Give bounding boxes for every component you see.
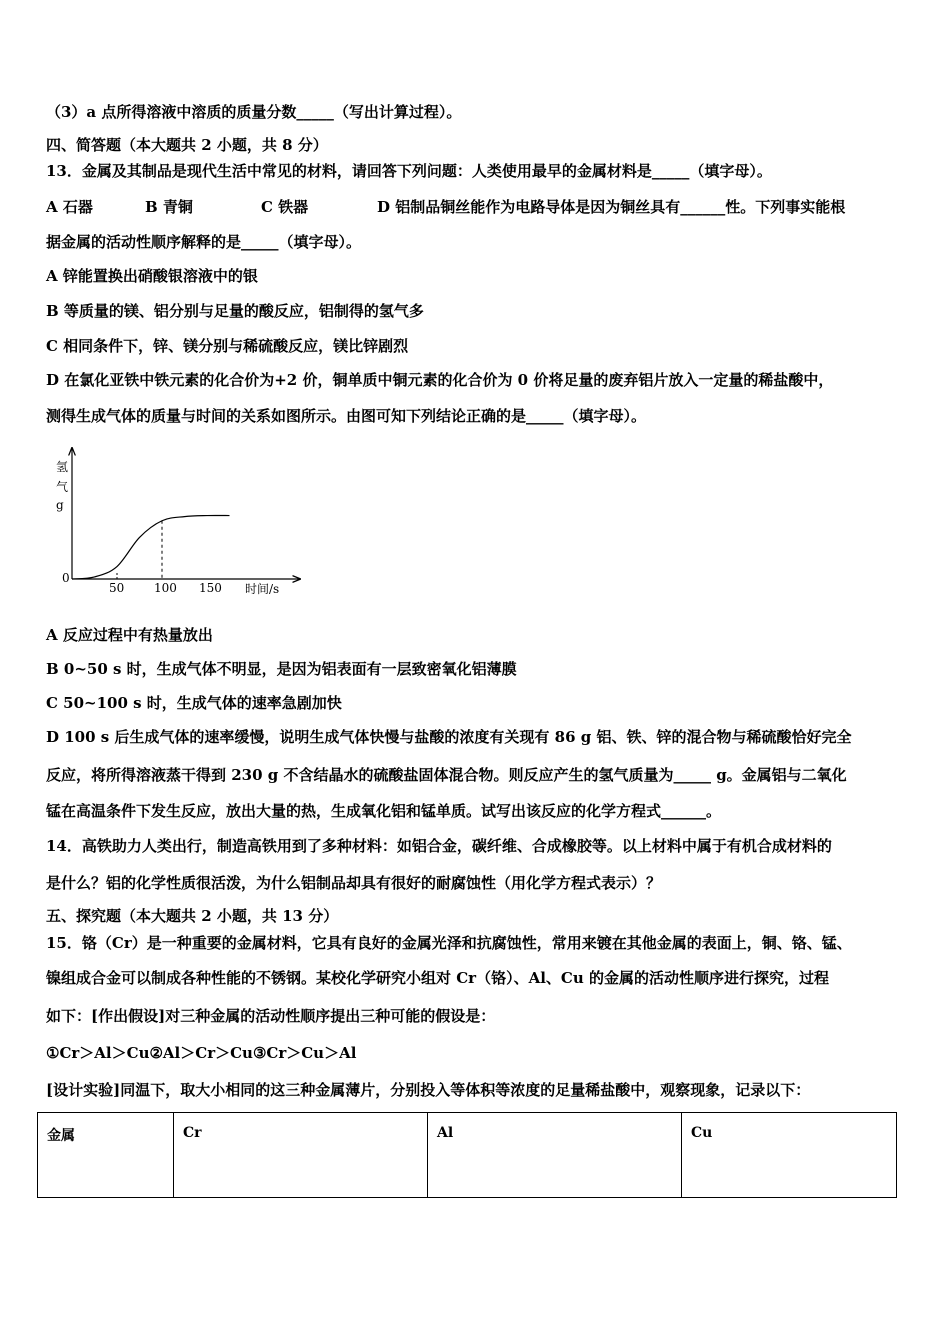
text-line: 镍组成合金可以制成各种性能的不锈钢。某校化学研究小组对 Cr（铬）、Al、Cu 的金属的活动性顺序进行探究，过程 — [46, 969, 829, 987]
section-5-heading: 五、探究题（本大题共 2 小题，共 13 分） — [46, 907, 339, 925]
text-line: A 锌能置换出硝酸银溶液中的银 — [46, 267, 258, 285]
option-a: A 石器 — [46, 198, 93, 216]
text-line: D 在氯化亚铁中铁元素的化合价为+2 价，铜单质中铜元素的化合价为 0 价将足量的废弃铝片放入一定量的稀盐酸中， — [46, 371, 834, 389]
hydrogen-time-chart — [46, 445, 316, 605]
text-line: A 反应过程中有热量放出 — [46, 626, 213, 644]
text-line: 锰在高温条件下发生反应，放出大量的热，生成氧化铝和锰单质。试写出该反应的化学方程式______。 — [46, 802, 722, 820]
text-line: C 相同条件下，锌、镁分别与稀硫酸反应，镁比锌剧烈 — [46, 337, 409, 355]
hypotheses-line: ①Cr＞Al＞Cu②Al＞Cr＞Cu③Cr＞Cu＞Al — [46, 1044, 357, 1062]
text-line: B 0~50 s 时，生成气体不明显，是因为铝表面有一层致密氧化铝薄膜 — [46, 660, 517, 678]
text-line: [设计实验]同温下，取大小相同的这三种金属薄片，分别投入等体积等浓度的足量稀盐酸中，观察现象，记录以下： — [46, 1081, 811, 1099]
x-axis-label: 时间/s — [245, 582, 280, 596]
text-line: 反应，将所得溶液蒸干得到 230 g 不含结晶水的硫酸盐固体混合物。则反应产生的氢气质量为_____ g。金属铝与二氧化 — [46, 766, 847, 784]
text-line: 如下：[作出假设]对三种金属的活动性顺序提出三种可能的假设是： — [46, 1007, 496, 1025]
x-tick-label: 150 — [199, 581, 222, 595]
option-b: B 青铜 — [145, 198, 193, 216]
origin-label: 0 — [62, 571, 70, 585]
y-axis-label-2: 气 — [56, 480, 69, 494]
text-line: 测得生成气体的质量与时间的关系如图所示。由图可知下列结论正确的是_____（填字母）。 — [46, 407, 647, 425]
text-line: 据金属的活动性顺序解释的是_____（填字母）。 — [46, 233, 362, 251]
table-header-al: Al — [428, 1113, 682, 1198]
text-line: B 等质量的镁、铝分别与足量的酸反应，铝制得的氢气多 — [46, 302, 424, 320]
table-row — [38, 1113, 897, 1198]
question-14: 14．高铁助力人类出行，制造高铁用到了多种材料：如铝合金，碳纤维、合成橡胶等。以上材料中属于有机合成材料的 — [46, 837, 832, 855]
text-line: C 50~100 s 时，生成气体的速率急剧加快 — [46, 694, 342, 712]
y-axis-label-3: g — [56, 498, 64, 512]
x-tick-label: 100 — [154, 581, 177, 595]
metal-observation-table — [37, 1112, 897, 1198]
table-header-cr: Cr — [174, 1113, 428, 1198]
hydrogen-curve — [72, 515, 230, 579]
text-line: D 100 s 后生成气体的速率缓慢，说明生成气体快慢与盐酸的浓度有关现有 86 g 铝、铁、锌的混合物与稀硫酸恰好完全 — [46, 728, 852, 746]
table-header-metal: 金属 — [38, 1113, 174, 1198]
y-axis-label-1: 氢 — [56, 460, 69, 474]
table-header-cu: Cu — [682, 1113, 897, 1198]
question-3-line: （3）a 点所得溶液中溶质的质量分数_____（写出计算过程）。 — [46, 103, 462, 121]
question-15: 15．铬（Cr）是一种重要的金属材料，它具有良好的金属光泽和抗腐蚀性，常用来镀在其他金属的表面上，铜、铬、锰、 — [46, 934, 852, 952]
option-d: D 铝制品铜丝能作为电路导体是因为铜丝具有______性。下列事实能根 — [377, 198, 846, 216]
question-13: 13．金属及其制品是现代生活中常见的材料，请回答下列问题：人类使用最早的金属材料是_____（填字母）。 — [46, 162, 772, 180]
option-c: C 铁器 — [261, 198, 309, 216]
section-4-heading: 四、简答题（本大题共 2 小题，共 8 分） — [46, 136, 328, 154]
text-line: 是什么？铝的化学性质很活泼，为什么铝制品却具有很好的耐腐蚀性（用化学方程式表示）？ — [46, 874, 662, 892]
x-tick-label: 50 — [109, 581, 125, 595]
